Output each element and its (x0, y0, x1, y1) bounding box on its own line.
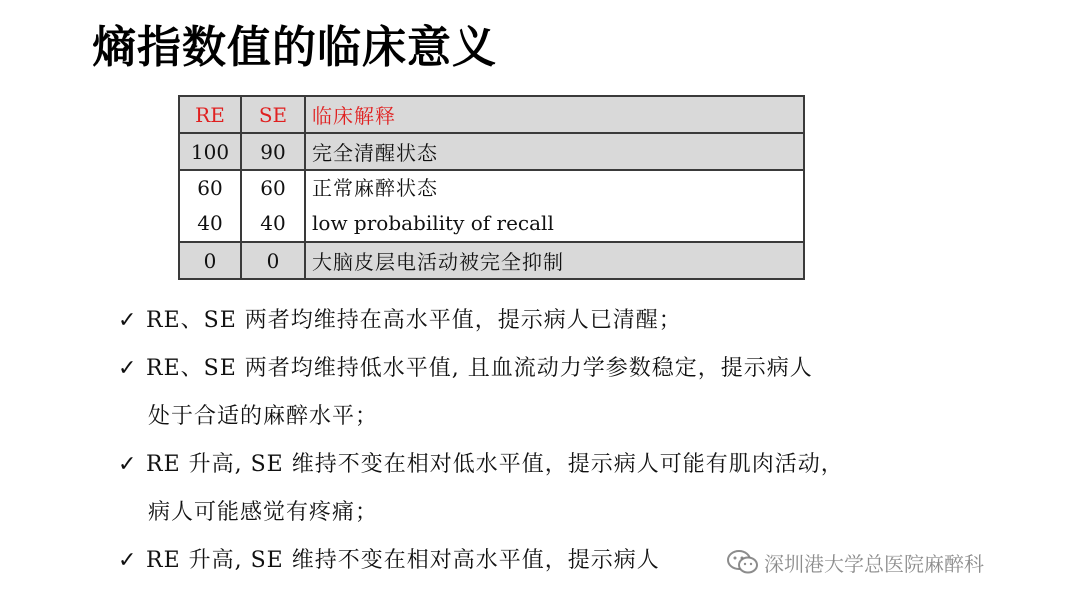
cell-interpretation-text: 正常麻醉状态 (312, 176, 438, 200)
wechat-icon (726, 548, 760, 576)
table-header-row (179, 96, 804, 133)
cell-interpretation (305, 170, 804, 242)
header-se: SE (241, 96, 305, 133)
cell-se (241, 170, 305, 242)
bullet-text-continued: 病人可能感觉有疼痛； (148, 500, 379, 525)
watermark (726, 545, 984, 579)
cell-re: 0 (179, 242, 241, 279)
watermark-text: 深圳港大学总医院麻醉科 (764, 551, 984, 576)
cell-se-value: 40 (260, 211, 286, 235)
cell-se: 90 (241, 133, 305, 170)
bullet-item (118, 441, 844, 537)
cell-se-value: 60 (260, 176, 286, 200)
bullet-text: RE、SE 两者均维持在高水平值，提示病人已清醒； (146, 308, 682, 333)
bullet-text: RE、SE 两者均维持低水平值, 且血流动力学参数稳定，提示病人 (146, 356, 813, 381)
check-icon: ✓ (118, 356, 138, 381)
table-row (179, 170, 804, 242)
header-re: RE (179, 96, 241, 133)
cell-re (179, 170, 241, 242)
cell-interpretation: 完全清醒状态 (305, 133, 804, 170)
table-row (179, 133, 804, 170)
bullet-item (118, 345, 844, 441)
bullet-text-continued: 处于合适的麻醉水平； (148, 404, 379, 429)
bullet-list (118, 297, 844, 585)
check-icon: ✓ (118, 308, 138, 333)
bullet-text: RE 升高, SE 维持不变在相对高水平值，提示病人 (146, 548, 660, 573)
cell-re-value: 40 (197, 211, 223, 235)
bullet-text: RE 升高, SE 维持不变在相对低水平值，提示病人可能有肌肉活动， (146, 452, 844, 477)
entropy-table (178, 95, 805, 280)
cell-interpretation-text: low probability of recall (312, 211, 554, 235)
table-row (179, 242, 804, 279)
cell-se: 0 (241, 242, 305, 279)
check-icon: ✓ (118, 548, 138, 573)
cell-re: 100 (179, 133, 241, 170)
check-icon: ✓ (118, 452, 138, 477)
cell-interpretation: 大脑皮层电活动被完全抑制 (305, 242, 804, 279)
header-interpretation: 临床解释 (305, 96, 804, 133)
cell-re-value: 60 (197, 176, 223, 200)
bullet-item (118, 297, 844, 345)
slide-title: 熵指数值的临床意义 (92, 22, 497, 73)
